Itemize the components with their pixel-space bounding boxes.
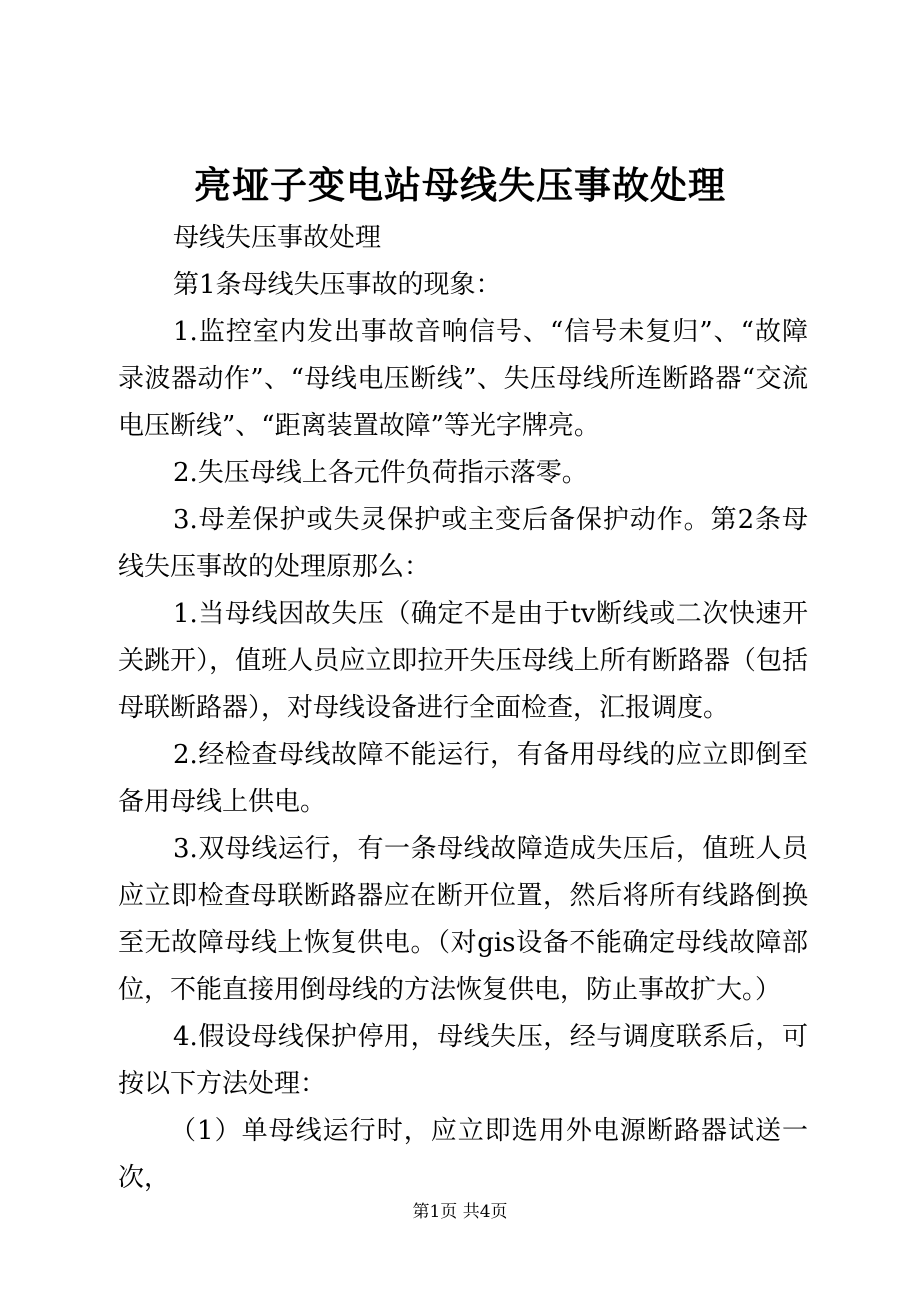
paragraph: 母线失压事故处理 [173,223,382,253]
document-title: 亮垭子变电站母线失压事故处理 [194,163,726,207]
paragraph: 2.经检查母线故障不能运行，有备用母线的应立即倒至备用母线上供电。 [118,740,808,817]
paragraph: 1.当母线因故失压（确定不是由于tv断线或二次快速开关跳开），值班人员应立即拉开失压母线上所有断路器（包括母联断路器），对母线设备进行全面检查，汇报调度。 [118,599,808,723]
paragraph: 4.假设母线保护停用，母线失压，经与调度联系后，可按以下方法处理： [118,1022,808,1099]
paragraph: 3.母差保护或失灵保护或主变后备保护动作。第2条母线失压事故的处理原那么： [118,505,808,582]
paragraph: （1）单母线运行时，应立即选用外电源断路器试送一次， [118,1116,808,1193]
paragraph: 第1条母线失压事故的现象： [173,270,502,300]
paragraph: 1.监控室内发出事故音响信号、“信号未复归”、“故障录波器动作”、“母线电压断线”、失压母线所连断路器“交流电压断线”、“距离装置故障”等光字牌亮。 [118,317,808,441]
paragraph: 2.失压母线上各元件负荷指示落零。 [173,458,588,488]
page-footer: 第1页 共4页 [412,1202,508,1222]
paragraph: 3.双母线运行，有一条母线故障造成失压后，值班人员应立即检查母联断路器应在断开位置，然后将所有线路倒换至无故障母线上恢复供电。（对gis设备不能确定母线故障部位，不能直接用倒母线的方法恢复供电，防止事故扩大。） [118,834,808,1005]
document-body [118,215,808,1202]
